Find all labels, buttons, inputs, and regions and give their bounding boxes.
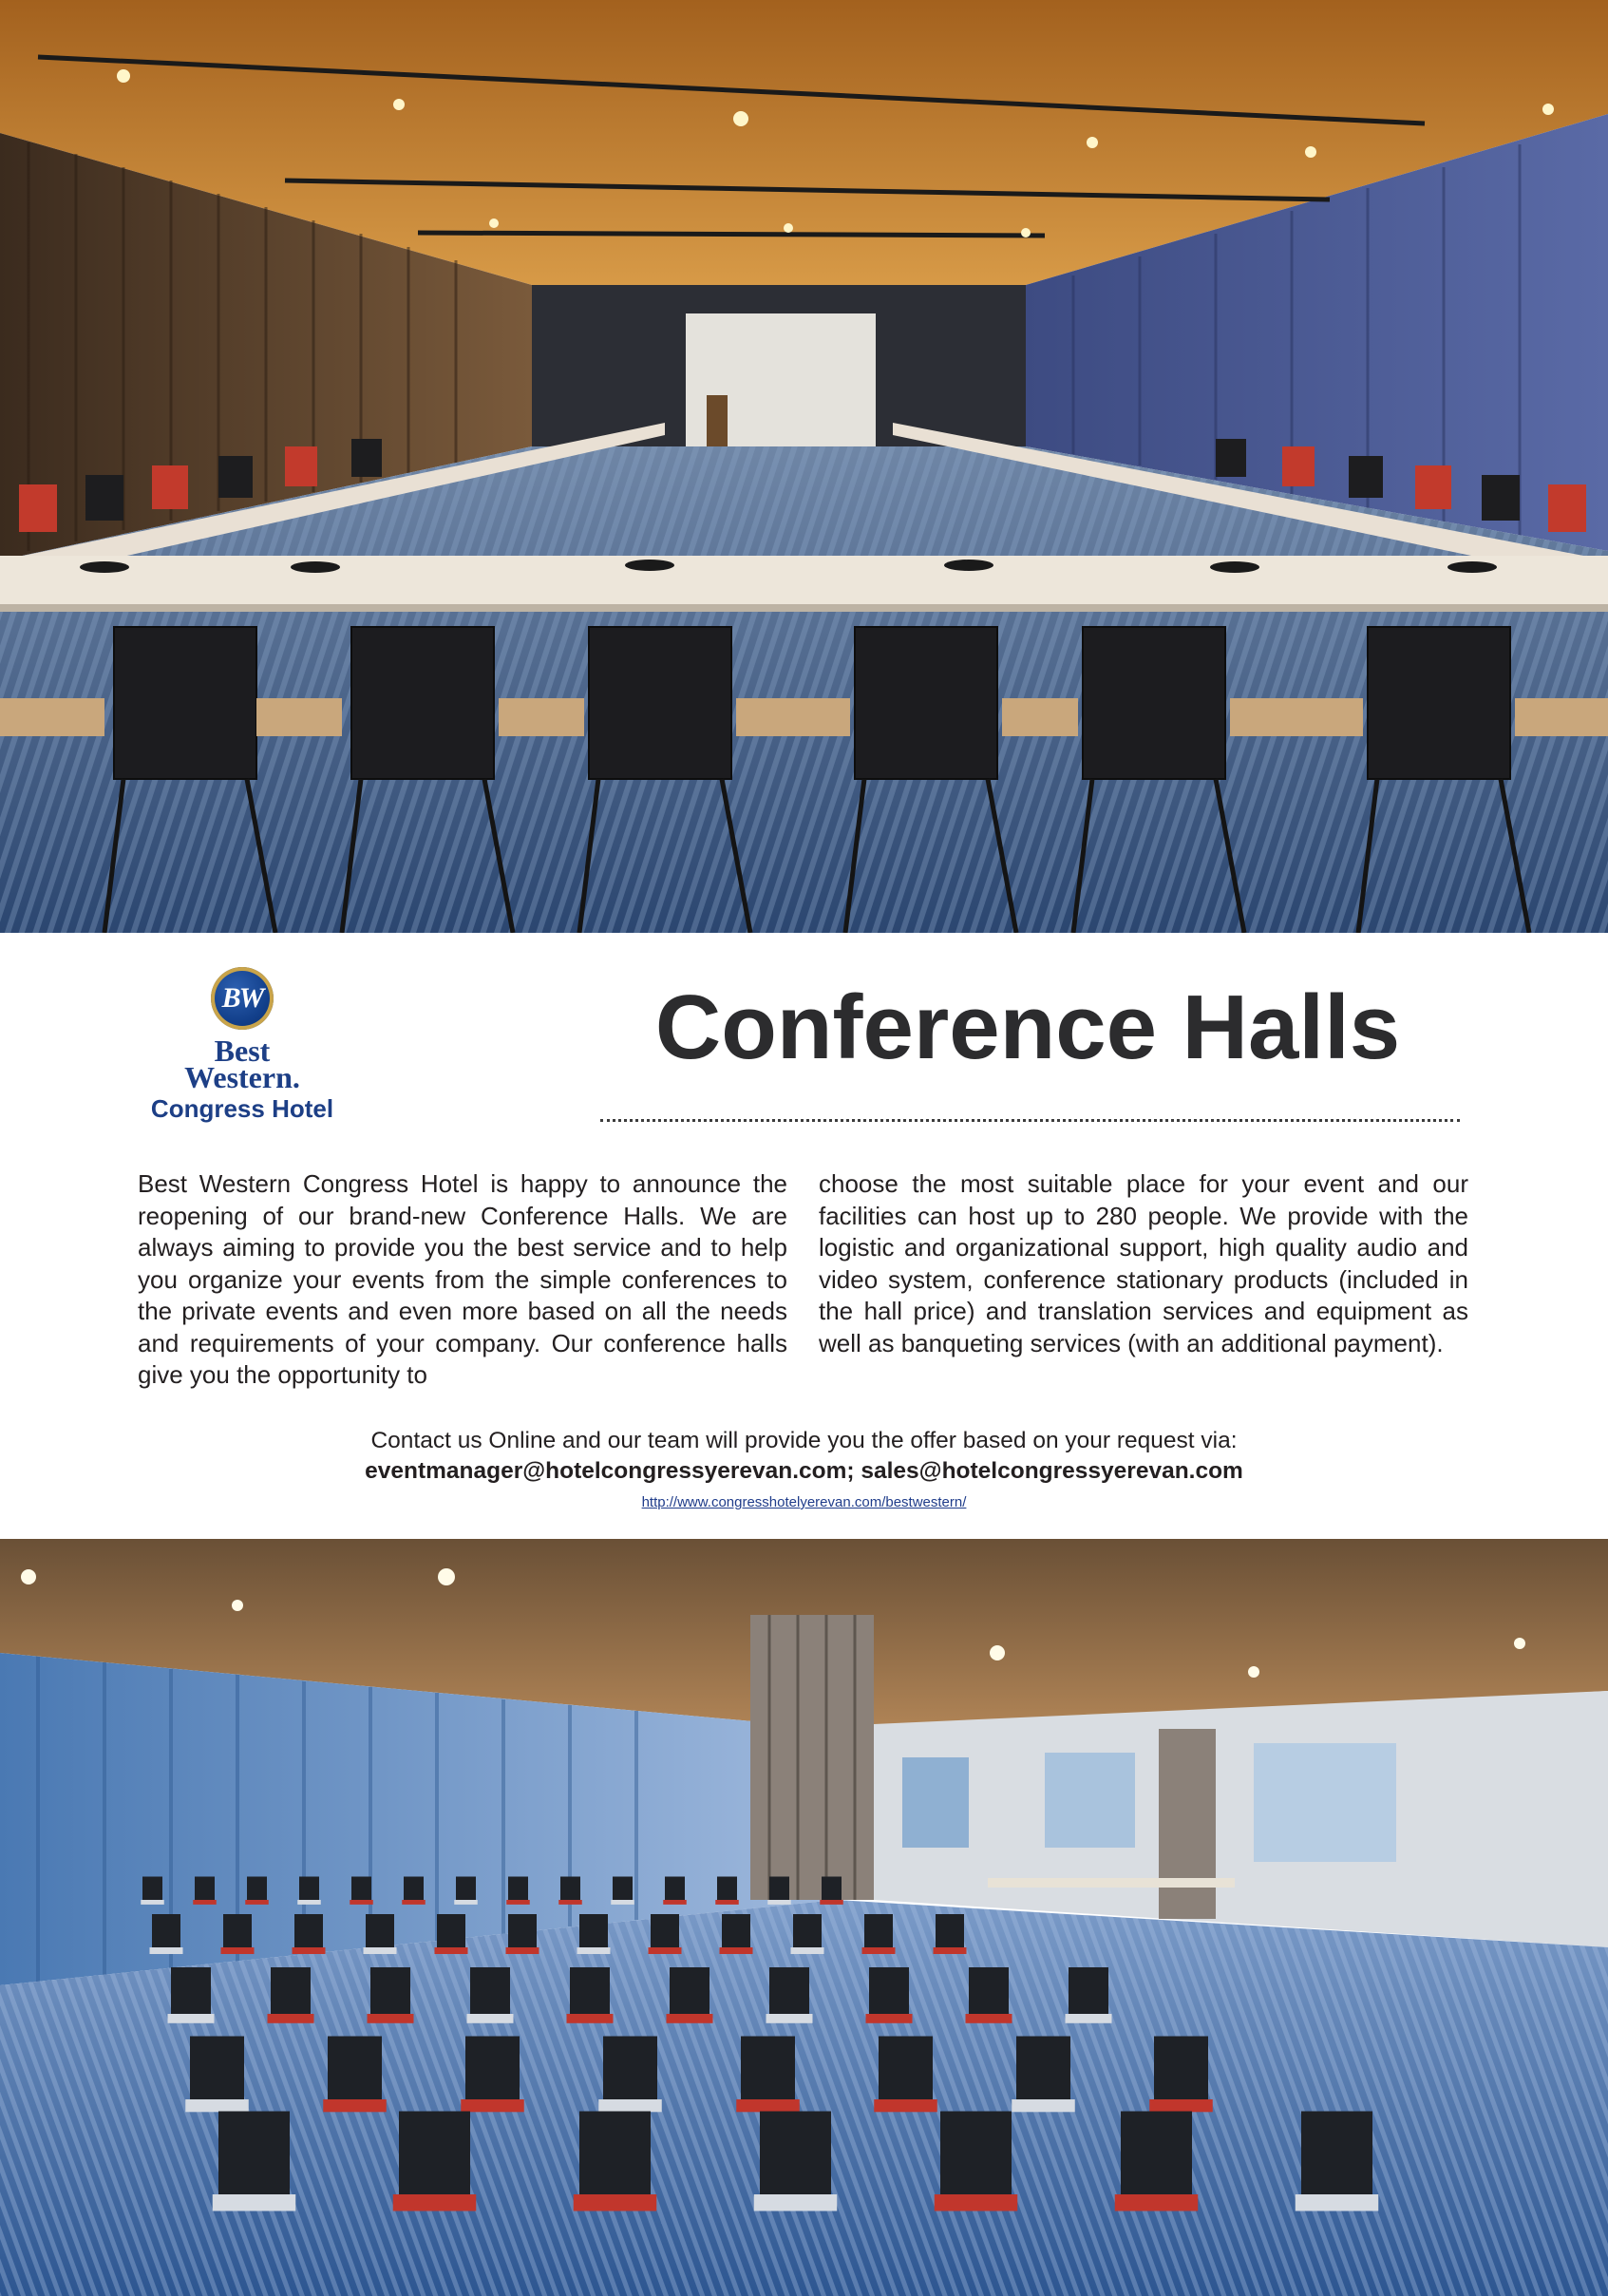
chair-seat <box>1296 2194 1379 2211</box>
logo-text-congress-hotel: Congress Hotel <box>150 1094 334 1123</box>
chair-seat <box>467 2014 514 2023</box>
chair-back <box>195 1877 215 1901</box>
chair-back <box>579 1914 608 1947</box>
chair-back <box>404 1877 424 1901</box>
chair-back <box>879 2037 933 2100</box>
contact-emails[interactable]: eventmanager@hotelcongressyerevan.com; sales@hotelcongressyerevan.com <box>365 1458 1243 1484</box>
chair-back <box>271 1967 311 2014</box>
chair-back <box>769 1967 809 2014</box>
chair-back <box>940 2112 1012 2195</box>
chair-seat <box>862 1947 896 1954</box>
chair-seat <box>934 1947 967 1954</box>
chair-seat <box>611 1900 634 1905</box>
chair-back <box>190 2037 244 2100</box>
chair-back <box>560 1877 580 1901</box>
chair-seat <box>736 2099 800 2112</box>
chair-back <box>171 1967 211 2014</box>
chair-seat <box>150 1947 183 1954</box>
chair-back <box>793 1914 822 1947</box>
chair-back <box>366 1914 394 1947</box>
website-link[interactable]: http://www.congresshotelyerevan.com/bestwestern/ <box>641 1494 967 1510</box>
chair-back <box>152 1914 180 1947</box>
chair-back <box>399 2112 470 2195</box>
title-divider <box>600 1119 1460 1122</box>
chair-back <box>741 2037 795 2100</box>
chair-back <box>465 2037 520 2100</box>
chair-seat <box>435 1947 468 1954</box>
chair-seat <box>393 2194 477 2211</box>
chair-seat <box>820 1900 843 1905</box>
chair-back <box>969 1967 1009 2014</box>
chair-seat <box>1012 2099 1075 2112</box>
chair-back <box>651 1914 679 1947</box>
chair-back <box>760 2112 831 2195</box>
chair-seat <box>364 1947 397 1954</box>
page-title: Conference Halls <box>654 977 1401 1078</box>
chair-back <box>223 1914 252 1947</box>
chair-seat <box>168 2014 215 2023</box>
chair-back <box>508 1914 537 1947</box>
logo-text-western: Western. <box>184 1060 300 1094</box>
conference-hall-photo-top <box>0 0 1608 933</box>
intro-text-left-column: Best Western Congress Hotel is happy to announce the reopening of our brand-new Conference Halls. We are always aiming to provide you the best service and to help you organize your events from the simple conferences to the private events and even more based on all the needs and requirements of your company. Our conference halls give you the opportunity to <box>138 1169 787 1389</box>
chair-back <box>570 1967 610 2014</box>
chair-back <box>1069 1967 1108 2014</box>
chair-seat <box>245 1900 269 1905</box>
chair-back <box>603 2037 657 2100</box>
chair-seat <box>402 1900 426 1905</box>
conference-hall-photo-bottom <box>0 1539 1608 2296</box>
chair-back <box>142 1877 162 1901</box>
chair-seat <box>663 1900 687 1905</box>
chair-seat <box>1115 2194 1199 2211</box>
chair-seat <box>1149 2099 1213 2112</box>
chair-seat <box>368 2014 414 2023</box>
chair-back <box>1121 2112 1192 2195</box>
chair-back <box>1016 2037 1070 2100</box>
chair-seat <box>454 1900 478 1905</box>
chair-seat <box>791 1947 824 1954</box>
chair-seat <box>649 1947 682 1954</box>
chair-back <box>351 1877 371 1901</box>
chair-back <box>1301 2112 1372 2195</box>
chair-seat <box>558 1900 582 1905</box>
chair-back <box>508 1877 528 1901</box>
chair-seat <box>767 1900 791 1905</box>
chair-seat <box>461 2099 524 2112</box>
chair-seat <box>766 2014 813 2023</box>
chair-seat <box>598 2099 662 2112</box>
chair-seat <box>221 1947 255 1954</box>
chair-seat <box>506 1947 539 1954</box>
chair-seat <box>141 1900 164 1905</box>
chair-seat <box>567 2014 614 2023</box>
chair-seat <box>715 1900 739 1905</box>
chair-back <box>370 1967 410 2014</box>
chair-seat <box>1066 2014 1112 2023</box>
chair-seat <box>574 2194 657 2211</box>
chair-seat <box>506 1900 530 1905</box>
chair-seat <box>193 1900 217 1905</box>
chair-seat <box>268 2014 314 2023</box>
chair-back <box>456 1877 476 1901</box>
chair-seat <box>720 1947 753 1954</box>
chair-back <box>328 2037 382 2100</box>
chair-back <box>247 1877 267 1901</box>
chair-back <box>864 1914 893 1947</box>
chair-back <box>936 1914 964 1947</box>
chair-seat <box>323 2099 387 2112</box>
logo-text-best: Best <box>214 1034 271 1068</box>
contact-intro-text: Contact us Online and our team will provide you the offer based on your request via: <box>370 1428 1238 1453</box>
chair-back <box>822 1877 842 1901</box>
bw-badge-icon: BW <box>211 967 274 1030</box>
intro-text-right-column: choose the most suitable place for your event and our facilities can host up to 280 people. We provide with the logistic and organizational support, high quality audio and video system, conference stationary products (included in the hall price) and translation services and equipment as well as banqueting services (with an additional payment). <box>819 1169 1468 1357</box>
chair-seat <box>754 2194 838 2211</box>
chair-seat <box>667 2014 713 2023</box>
chair-back <box>218 2112 290 2195</box>
chair-seat <box>293 1947 326 1954</box>
chair-seat <box>297 1900 321 1905</box>
chair-seat <box>350 1900 373 1905</box>
chair-seat <box>935 2194 1018 2211</box>
chair-back <box>299 1877 319 1901</box>
chair-seat <box>577 1947 611 1954</box>
chair-back <box>869 1967 909 2014</box>
chair-back <box>670 1967 709 2014</box>
chair-back <box>470 1967 510 2014</box>
chair-back <box>717 1877 737 1901</box>
chair-seat <box>966 2014 1012 2023</box>
chair-back <box>437 1914 465 1947</box>
chair-back <box>579 2112 651 2195</box>
chair-seat <box>213 2194 296 2211</box>
chair-back <box>1154 2037 1208 2100</box>
chair-seat <box>185 2099 249 2112</box>
chair-back <box>665 1877 685 1901</box>
chair-back <box>722 1914 750 1947</box>
best-western-logo <box>142 967 342 1129</box>
chair-seat <box>866 2014 913 2023</box>
chair-back <box>294 1914 323 1947</box>
chair-back <box>613 1877 633 1901</box>
chair-back <box>769 1877 789 1901</box>
chair-seat <box>874 2099 937 2112</box>
